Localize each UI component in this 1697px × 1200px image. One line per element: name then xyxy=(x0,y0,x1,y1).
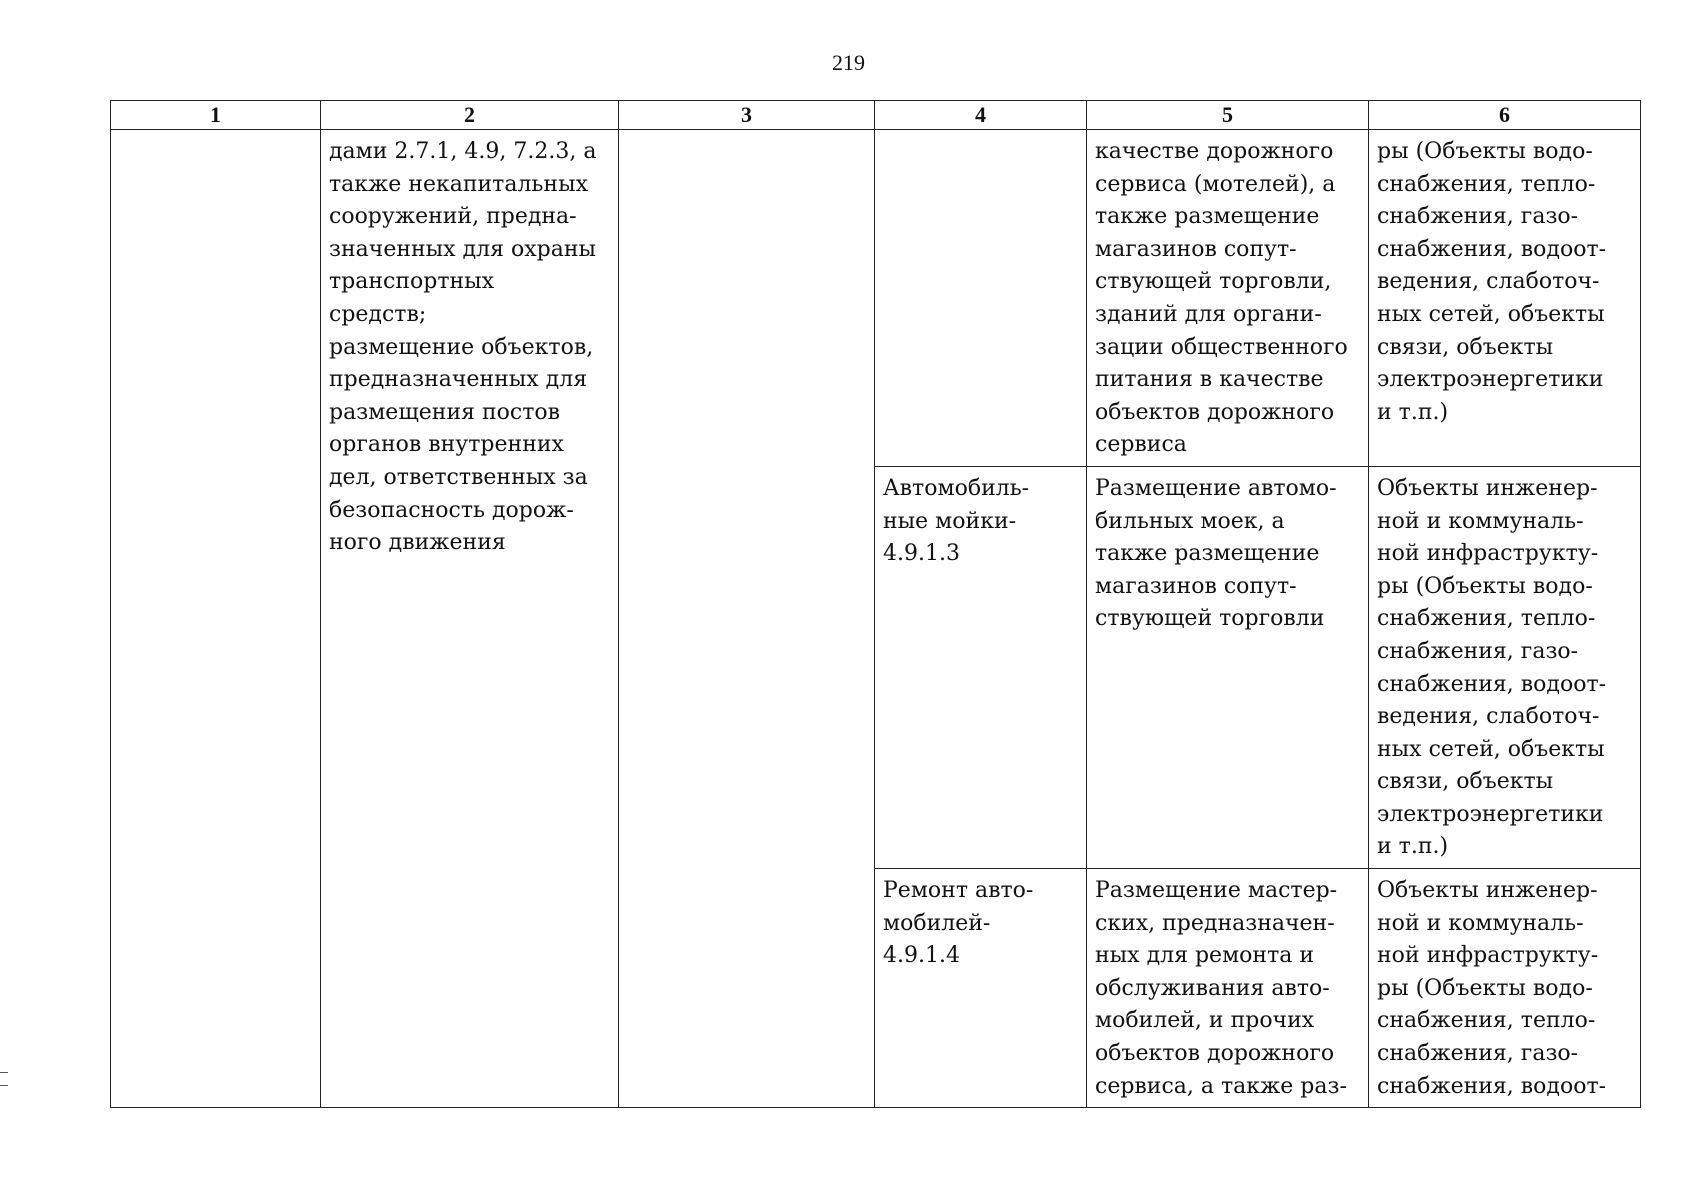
header-cell-5: 5 xyxy=(1087,101,1369,130)
cell-text-line: ных сетей, объекты xyxy=(1377,301,1605,327)
cell-text-line: и т.п.) xyxy=(1377,399,1449,425)
cell-text-line: Автомобиль- xyxy=(883,475,1030,501)
cell-text-line: связи, объекты xyxy=(1377,769,1554,795)
cell-col2 xyxy=(321,130,619,1108)
cell-text-line: связи, объекты xyxy=(1377,334,1554,360)
cell-col4 xyxy=(875,869,1087,1108)
cell-text-line: размещение объектов, xyxy=(329,334,594,360)
cell-text-line: снабжения, газо- xyxy=(1377,204,1579,230)
header-row xyxy=(111,101,1641,130)
cell-text-line: ной и коммуналь- xyxy=(1377,910,1584,936)
cell-text-line: также размещение xyxy=(1095,204,1320,230)
cell-text-line: ных сетей, объекты xyxy=(1377,736,1605,762)
cell-text-line: безопасность дорож- xyxy=(329,497,574,523)
table-row xyxy=(111,130,1641,467)
cell-text-line: также размещение xyxy=(1095,541,1320,567)
cell-text-line: 4.9.1.4 xyxy=(883,943,960,969)
cell-text-line: средств; xyxy=(329,301,427,327)
cell-col5 xyxy=(1087,130,1369,467)
cell-text-line: обслуживания авто- xyxy=(1095,975,1330,1001)
cell-col4 xyxy=(875,466,1087,868)
cell-col5 xyxy=(1087,466,1369,868)
cell-text-line: Размещение автомо- xyxy=(1095,475,1337,501)
cell-text-line: предназначенных для xyxy=(329,367,588,393)
cell-text-line: снабжения, водоот- xyxy=(1377,1073,1607,1099)
cell-text-line: ной инфраструкту- xyxy=(1377,541,1599,567)
land-use-table xyxy=(110,100,1641,1108)
cell-text-line: объектов дорожного xyxy=(1095,399,1335,425)
cell-col5 xyxy=(1087,869,1369,1108)
cell-text-line: также некапитальных xyxy=(329,171,588,197)
cell-col6 xyxy=(1369,869,1641,1108)
cell-text-line: сервиса xyxy=(1095,432,1187,458)
cell-text-line: ских, предназначен- xyxy=(1095,910,1335,936)
cell-col3 xyxy=(619,130,875,1108)
cell-text-line: снабжения, водоот- xyxy=(1377,236,1607,262)
cell-text-line: снабжения, тепло- xyxy=(1377,1008,1596,1034)
cell-text-line: магазинов сопут- xyxy=(1095,236,1297,262)
cell-text-line: ной инфраструкту- xyxy=(1377,943,1599,969)
cell-text-line: органов внутренних xyxy=(329,432,564,458)
cell-text-line: ные мойки- xyxy=(883,508,1017,534)
cell-text-line: ры (Объекты водо- xyxy=(1377,139,1593,164)
page-number: 219 xyxy=(832,50,865,75)
cell-text-line: объектов дорожного xyxy=(1095,1041,1335,1067)
cell-text-line: ведения, слаботоч- xyxy=(1377,704,1600,730)
cell-text-line: электроэнергетики xyxy=(1377,367,1604,393)
cell-text-line: ведения, слаботоч- xyxy=(1377,269,1600,295)
cell-text-line: бильных моек, а xyxy=(1095,508,1285,534)
header-cell-4: 4 xyxy=(875,101,1087,130)
cell-text-line: зданий для органи- xyxy=(1095,301,1322,327)
header-cell-6: 6 xyxy=(1369,101,1641,130)
cell-text-line: магазинов сопут- xyxy=(1095,573,1297,599)
cell-text-line: дел, ответственных за xyxy=(329,464,588,490)
cell-text-line: снабжения, водоот- xyxy=(1377,671,1607,697)
cell-text-line: мобилей- xyxy=(883,910,991,936)
cell-text-line: снабжения, тепло- xyxy=(1377,606,1596,632)
cell-text-line: качестве дорожного xyxy=(1095,139,1334,164)
cell-text-line: снабжения, газо- xyxy=(1377,638,1579,664)
cell-text-line: транспортных xyxy=(329,269,495,295)
cell-text-line: ного движения xyxy=(329,530,506,556)
cell-text-line: сервиса (мотелей), а xyxy=(1095,171,1336,197)
cell-text-line: 4.9.1.3 xyxy=(883,541,960,567)
cell-text-line: ры (Объекты водо- xyxy=(1377,573,1593,599)
cell-text-line: значенных для охраны xyxy=(329,236,596,262)
cell-col6 xyxy=(1369,130,1641,467)
cell-text-line: ной и коммуналь- xyxy=(1377,508,1584,534)
cell-text-line: и т.п.) xyxy=(1377,834,1449,860)
cell-text-line: ры (Объекты водо- xyxy=(1377,975,1593,1001)
cell-text-line: ных для ремонта и xyxy=(1095,943,1315,969)
cell-text-line: снабжения, тепло- xyxy=(1377,171,1596,197)
cell-text-line: Ремонт авто- xyxy=(883,878,1034,904)
scan-edge-mark xyxy=(0,1072,8,1086)
cell-text-line: Объекты инженер- xyxy=(1377,475,1598,501)
cell-text-line: зации общественного xyxy=(1095,334,1348,360)
cell-text-line: мобилей, и прочих xyxy=(1095,1008,1315,1034)
cell-text-line: дами 2.7.1, 4.9, 7.2.3, а xyxy=(329,139,597,164)
cell-text-line: Объекты инженер- xyxy=(1377,878,1598,904)
cell-text-line: ствующей торговли, xyxy=(1095,269,1332,295)
cell-text-line: ствующей торговли xyxy=(1095,606,1325,632)
cell-text-line: Размещение мастер- xyxy=(1095,878,1338,904)
cell-col6 xyxy=(1369,466,1641,868)
cell-text-line: питания в качестве xyxy=(1095,367,1324,393)
cell-text-line: снабжения, газо- xyxy=(1377,1041,1579,1067)
cell-text-line: электроэнергетики xyxy=(1377,801,1604,827)
cell-col4 xyxy=(875,130,1087,467)
cell-text-line: сооружений, предна- xyxy=(329,204,577,230)
cell-col1 xyxy=(111,130,321,1108)
cell-text-line: сервиса, а также раз- xyxy=(1095,1073,1347,1099)
header-cell-1: 1 xyxy=(111,101,321,130)
header-cell-3: 3 xyxy=(619,101,875,130)
header-cell-2: 2 xyxy=(321,101,619,130)
cell-text-line: размещения постов xyxy=(329,399,561,425)
